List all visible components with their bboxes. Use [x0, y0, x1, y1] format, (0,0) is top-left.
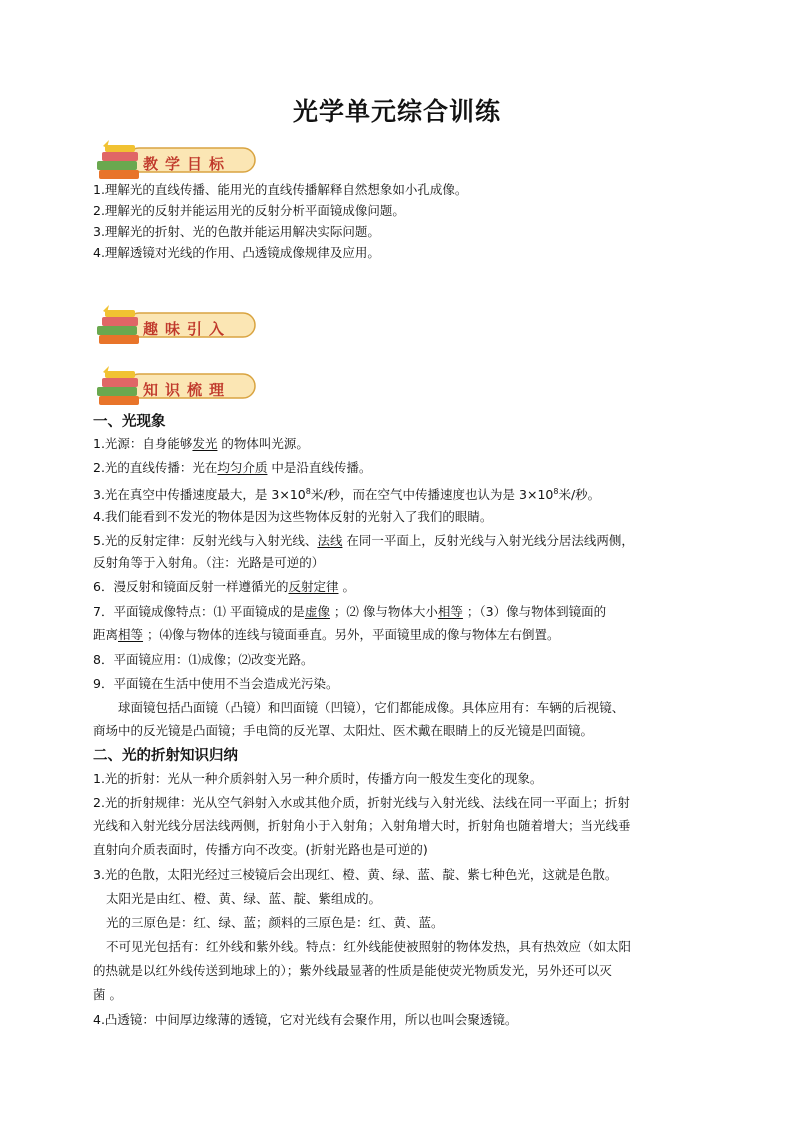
s1-line-8: 8．平面镜应用：⑴成像；⑵改变光路。 — [93, 652, 314, 667]
goal-4: 4.理解透镜对光线的作用、凸透镜成像规律及应用。 — [93, 245, 380, 260]
banner-knowledge-review — [93, 366, 263, 412]
s2-line-3: 3.光的色散，太阳光经过三棱镜后会出现红、橙、黄、绿、蓝、靛、紫七种色光，这就是色散。 — [93, 867, 618, 882]
section-heading-refraction: 二、光的折射知识归纳 — [93, 748, 238, 764]
banner-label: 趣味引入 — [143, 320, 232, 338]
s1-line-3: 3.光在真空中传播速度最大，是 $3\times 10^8$米/秒，而在空气中传播速度也认为是 $3\times 10^8$米/秒。 — [93, 487, 601, 503]
s1-line-2: 2.光的直线传播：光在均匀介质 中是沿直线传播。 — [93, 460, 372, 475]
s2-line-1: 1.光的折射：光从一种介质斜射入另一种介质时，传播方向一般发生变化的现象。 — [93, 771, 543, 786]
s1-line-10b: 商场中的反光镜是凸面镜；手电筒的反光罩、太阳灶、医术戴在眼睛上的反光镜是凹面镜。 — [93, 723, 594, 738]
banner-label: 教学目标 — [143, 155, 232, 173]
s2-line-3b: 太阳光是由红、橙、黄、绿、蓝、靛、紫组成的。 — [106, 891, 382, 906]
section-heading-optical-phenomena: 一、光现象 — [93, 414, 166, 430]
banner-label: 知识梳理 — [143, 381, 232, 399]
s2-line-2c: 直射向介质表面时，传播方向不改变。(折射光路也是可逆的) — [93, 842, 428, 857]
page-title: 光学单元综合训练 — [292, 97, 501, 126]
s2-line-3e: 的热就是以红外线传送到地球上的）；紫外线最显著的性质是能使荧光物质发光，另外还可以灭 — [93, 963, 612, 978]
banner-fun-intro — [93, 305, 263, 351]
s1-line-7b: 距离相等 ；⑷像与物体的连线与镜面垂直。另外，平面镜里成的像与物体左右倒置。 — [93, 627, 560, 642]
s1-line-6: 6．漫反射和镜面反射一样遵循光的反射定律 。 — [93, 579, 355, 594]
s1-line-1: 1.光源：自身能够发光 的物体叫光源。 — [93, 436, 309, 451]
goal-3: 3.理解光的折射、光的色散并能运用解决实际问题。 — [93, 224, 380, 239]
s2-line-2b: 光线和入射光线分居法线两侧，折射角小于入射角；入射角增大时，折射角也随着增大；当光线垂 — [93, 818, 631, 833]
s2-line-3c: 光的三原色是：红、绿、蓝；颜料的三原色是：红、黄、蓝。 — [106, 915, 444, 930]
goal-1: 1.理解光的直线传播、能用光的直线传播解释自然想象如小孔成像。 — [93, 182, 468, 197]
s2-line-4: 4.凸透镜：中间厚边缘薄的透镜，它对光线有会聚作用，所以也叫会聚透镜。 — [93, 1012, 518, 1027]
s2-line-2a: 2.光的折射规律：光从空气斜射入水或其他介质，折射光线与入射光线、法线在同一平面上；折射 — [93, 795, 630, 810]
s1-line-7a: 7．平面镜成像特点：⑴ 平面镜成的是虚像 ；⑵ 像与物体大小相等 ；（3）像与物体到镜面的 — [93, 604, 607, 619]
s1-line-9: 9．平面镜在生活中使用不当会造成光污染。 — [93, 676, 339, 691]
s1-line-5b: 反射角等于入射角。（注：光路是可逆的） — [93, 555, 325, 570]
goal-2: 2.理解光的反射并能运用光的反射分析平面镜成像问题。 — [93, 203, 405, 218]
s2-line-3d: 不可见光包括有：红外线和紫外线。特点：红外线能使被照射的物体发热，具有热效应（如太阳 — [106, 939, 632, 954]
s1-line-10a: 球面镜包括凸面镜（凸镜）和凹面镜（凹镜），它们都能成像。具体应用有：车辆的后视镜、 — [118, 700, 625, 715]
s2-line-3f: 菌 。 — [93, 987, 122, 1002]
s1-line-4: 4.我们能看到不发光的物体是因为这些物体反射的光射入了我们的眼睛。 — [93, 509, 493, 524]
s1-line-5a: 5.光的反射定律：反射光线与入射光线、法线 在同一平面上，反射光线与入射光线分居法线两侧， — [93, 533, 634, 548]
